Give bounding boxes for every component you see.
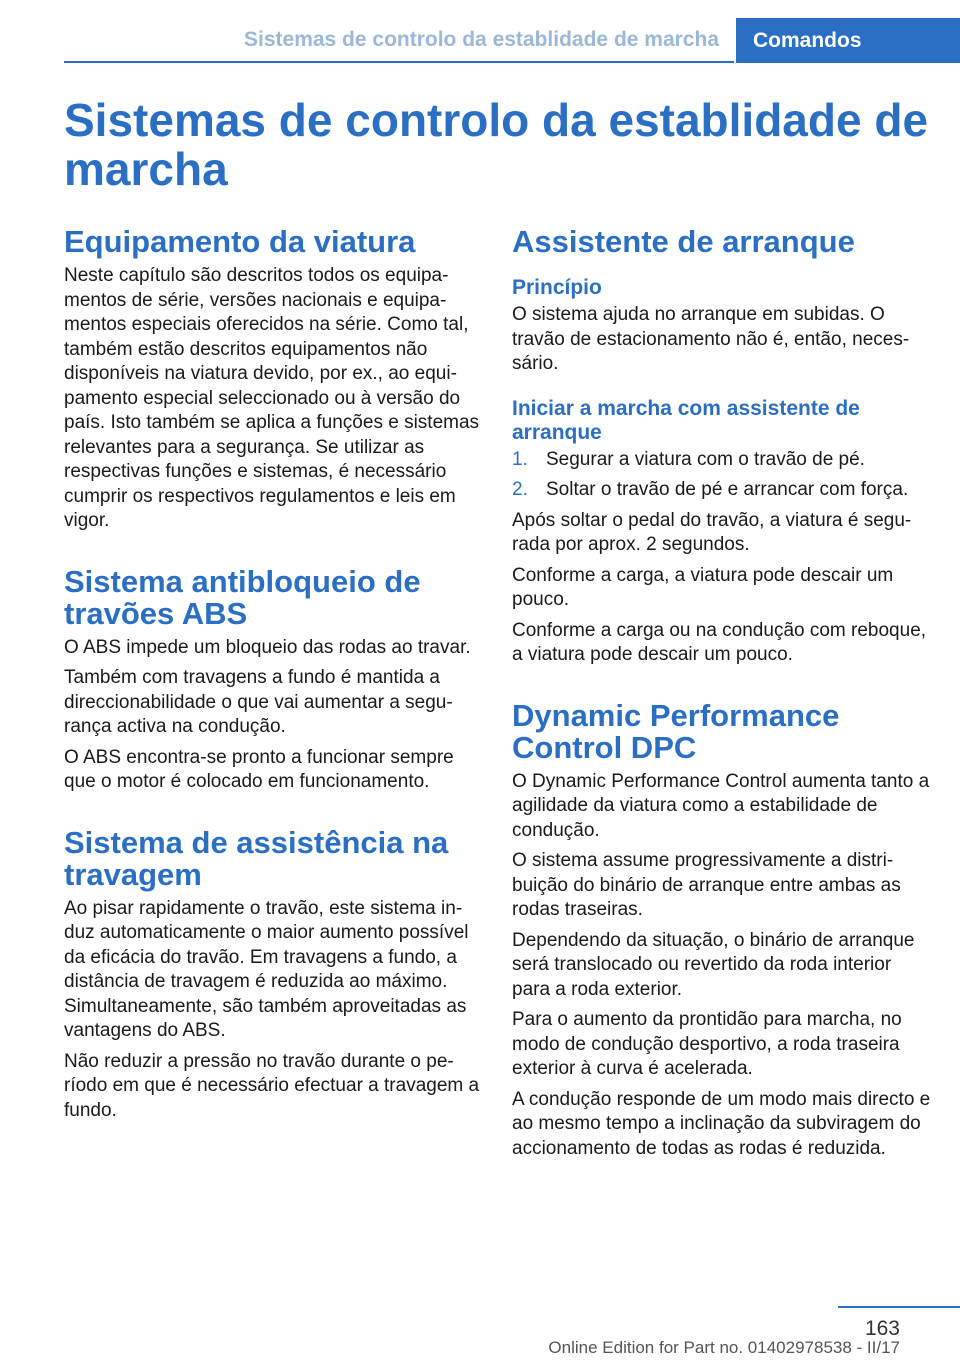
page-title: Sistemas de controlo da establidade de marcha	[64, 94, 929, 195]
heading-abs: Sistema antibloqueio de travões ABS	[64, 563, 421, 631]
heading-assistente-arranque: Assistente de arranque	[512, 224, 855, 259]
heading-equipamento: Equipamento da viatura	[64, 224, 416, 259]
paragraph-dpc-4: Para o aumento da prontidão para marcha, no modo de condução desportivo, a roda traseira exterior à curva é acelerada.	[512, 1009, 902, 1079]
subheading-principio: Princípio	[512, 276, 602, 299]
paragraph-apos-soltar: Após soltar o pedal do travão, a viatura é segurada por aprox. 2 segundos.	[512, 509, 912, 555]
step-text: Segurar a viatura com o travão de pé.	[546, 448, 865, 470]
step-number: 1.	[512, 448, 528, 470]
paragraph-abs-3: O ABS encontra-se pronto a funcionar sempre que o motor é colocado em funcionamento.	[64, 746, 454, 792]
edition-note: Online Edition for Part no. 01402978538 - II/17	[548, 1338, 900, 1357]
paragraph-equipamento: Neste capítulo são descritos todos os equipamentos de série, versões nacionais e equipamentos especiais oferecidos na série. Como tal, também estão descritos equipamentos não disponíveis na viatura devido, por ex., ao equipamento especial seleccionado ou à versão do país. Isto também se aplica a funções e sistemas relevantes para a segurança. Se utilizar as respectivas funções e sistemas, é necessário cumprir os respectivos regulamentos e leis em vigor.	[64, 265, 480, 531]
subheading-iniciar-marcha: Iniciar a marcha com assistente de arranque	[512, 396, 860, 444]
paragraph-principio: O sistema ajuda no arranque em subidas. O travão de estacionamento não é, então, necessário.	[512, 304, 910, 374]
list-item	[512, 448, 932, 473]
paragraph-dpc-2: O sistema assume progressivamente a distribuição do binário de arranque entre ambas as rodas traseiras.	[512, 850, 901, 920]
paragraph-conforme-carga: Conforme a carga, a viatura pode descair um pouco.	[512, 564, 894, 610]
step-number: 2.	[512, 479, 528, 500]
paragraph-dpc-5: A condução responde de um modo mais directo e ao mesmo tempo a inclinação da subviragem do accionamento de todas as rodas é reduzida.	[512, 1088, 931, 1159]
paragraph-abs-2: Também com travagens a fundo é mantida a direccionabilidade o que vai aumentar a segurança activa na condução.	[64, 667, 453, 737]
header-rule	[64, 61, 734, 63]
list-item	[512, 478, 932, 503]
running-header-section: Sistemas de controlo da establidade de marcha	[244, 28, 719, 51]
step-text: Soltar o travão de pé e arrancar com força.	[546, 479, 909, 500]
paragraph-dpc-3: Dependendo da situação, o binário de arranque será translocado ou revertido da roda interior para a roda exterior.	[512, 929, 915, 1000]
left-column	[64, 226, 484, 1129]
paragraph-assistencia-1: Ao pisar rapidamente o travão, este sistema induz automaticamente o maior aumento possível da eficácia do travão. Em travagens a fundo, a distância de travagem é reduzida ao máximo. Simultaneamente, são também aproveitadas as vantagens do ABS.	[64, 897, 469, 1041]
steps-list	[512, 448, 932, 503]
footer-rule	[838, 1306, 960, 1308]
heading-assistencia-travagem: Sistema de assistência na travagem	[64, 824, 449, 892]
page-number: 163	[864, 1317, 900, 1340]
right-column	[512, 226, 932, 1167]
paragraph-dpc-1: O Dynamic Performance Control aumenta tanto a agilidade da viatura como a estabilidade de condução.	[512, 770, 930, 841]
paragraph-abs-1: O ABS impede um bloqueio das rodas ao travar.	[64, 636, 471, 658]
paragraph-assistencia-2: Não reduzir a pressão no travão durante o período em que é necessário efectuar a travagem a fundo.	[64, 1050, 480, 1121]
chapter-tab: Comandos	[736, 18, 960, 63]
paragraph-conforme-reboque: Conforme a carga ou na condução com reboque, a viatura pode descair um pouco.	[512, 619, 927, 665]
heading-dpc: Dynamic Performance Control DPC	[512, 697, 840, 765]
